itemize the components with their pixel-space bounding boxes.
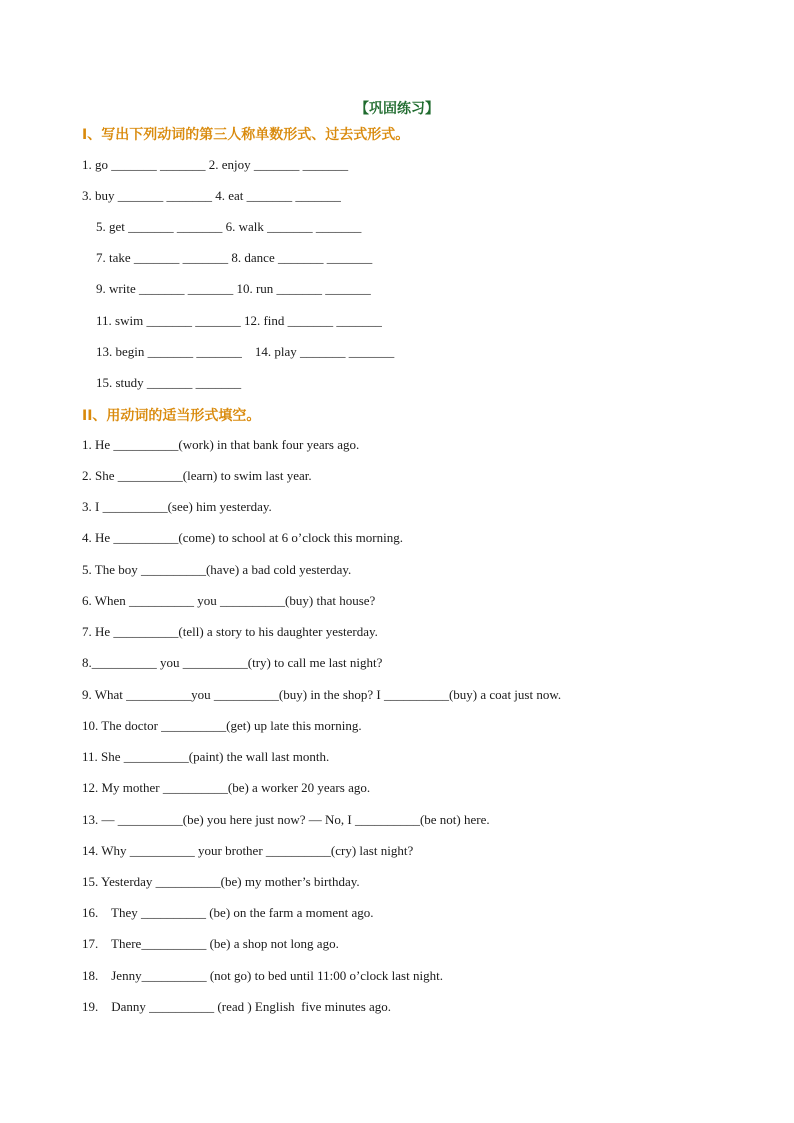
exercise-line: 3. buy _______ _______ 4. eat _______ _______	[82, 188, 341, 203]
exercise-line: 7. He __________(tell) a story to his daughter yesterday.	[82, 624, 378, 639]
exercise-line: 17. There__________ (be) a shop not long ago.	[82, 936, 339, 951]
exercise-line: 7. take _______ _______ 8. dance _______ _______	[96, 250, 373, 265]
exercise-line: 10. The doctor __________(get) up late this morning.	[82, 718, 362, 733]
exercise-line: 13. — __________(be) you here just now? — No, I __________(be not) here.	[82, 812, 490, 827]
exercise-line: 9. What __________you __________(buy) in the shop? I __________(buy) a coat just now.	[82, 687, 562, 702]
page-title: 【巩固练习】	[355, 101, 439, 117]
exercise-line: 6. When __________ you __________(buy) that house?	[82, 593, 376, 608]
section-heading-1: I、写出下列动词的第三人称单数形式、过去式形式。	[82, 127, 410, 143]
exercise-line: 2. She __________(learn) to swim last year.	[82, 468, 312, 483]
exercise-line: 11. She __________(paint) the wall last month.	[82, 749, 330, 764]
exercise-line: 11. swim _______ _______ 12. find _______ _______	[96, 313, 382, 328]
exercise-line: 13. begin _______ _______ 14. play _______ _______	[96, 344, 395, 359]
exercise-line: 18. Jenny__________ (not go) to bed until 11:00 o’clock last night.	[82, 968, 443, 983]
exercise-line: 1. go _______ _______ 2. enjoy _______ _______	[82, 157, 349, 172]
exercise-line: 5. get _______ _______ 6. walk _______ _______	[96, 219, 362, 234]
exercise-line: 19. Danny __________ (read ) English five minutes ago.	[82, 999, 392, 1014]
exercise-line: 4. He __________(come) to school at 6 o’clock this morning.	[82, 530, 403, 545]
exercise-line: 9. write _______ _______ 10. run _______ _______	[96, 281, 371, 296]
exercise-line: 12. My mother __________(be) a worker 20 years ago.	[82, 780, 371, 795]
section-heading-2: II、用动词的适当形式填空。	[82, 408, 261, 424]
exercise-line: 1. He __________(work) in that bank four years ago.	[82, 437, 360, 452]
exercise-line: 5. The boy __________(have) a bad cold yesterday.	[82, 562, 352, 577]
exercise-line: 16. They __________ (be) on the farm a moment ago.	[82, 905, 374, 920]
exercise-line: 14. Why __________ your brother __________(cry) last night?	[82, 843, 414, 858]
exercise-line: 8.__________ you __________(try) to call me last night?	[82, 655, 383, 670]
exercise-line: 15. study _______ _______	[96, 375, 242, 390]
exercise-line: 3. I __________(see) him yesterday.	[82, 499, 272, 514]
exercise-line: 15. Yesterday __________(be) my mother’s birthday.	[82, 874, 360, 889]
